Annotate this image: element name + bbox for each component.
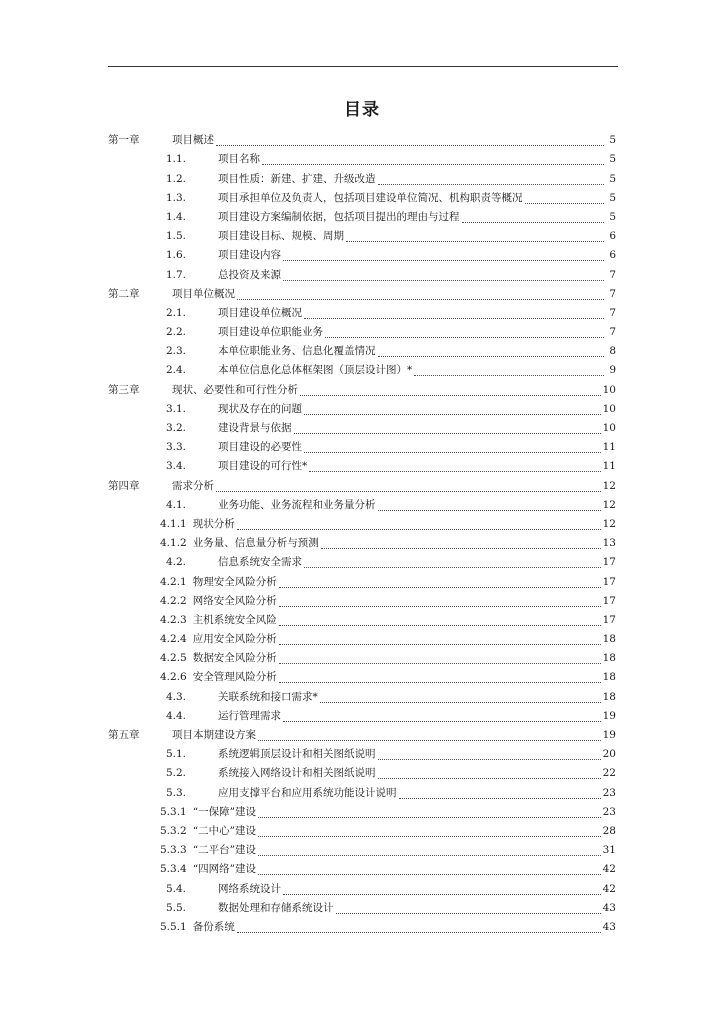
table-of-contents bbox=[108, 127, 616, 933]
toc-dot-leader bbox=[279, 617, 601, 626]
toc-entry[interactable] bbox=[108, 204, 616, 223]
toc-entry-number: 3.3. bbox=[165, 441, 186, 454]
toc-entry-number: 5.3.4 bbox=[160, 863, 187, 876]
toc-entry-label: 备份系统 bbox=[192, 920, 235, 933]
toc-dot-leader bbox=[237, 521, 601, 530]
toc-dot-leader bbox=[321, 540, 601, 549]
toc-entry-page: 42 bbox=[602, 863, 616, 876]
toc-entry-label: 物理安全风险分析 bbox=[192, 575, 277, 588]
toc-entry-page: 20 bbox=[602, 748, 616, 761]
toc-entry-label: 项目名称 bbox=[218, 153, 260, 166]
toc-entry-number: 第四章 bbox=[108, 479, 140, 492]
toc-entry-number: 5.3.1 bbox=[160, 805, 187, 818]
toc-entry-page: 23 bbox=[602, 805, 616, 818]
toc-entry-page: 19 bbox=[602, 729, 616, 741]
toc-entry-number: 4.2.1 bbox=[160, 575, 187, 588]
toc-dot-leader bbox=[258, 809, 601, 818]
toc-entry[interactable] bbox=[108, 146, 616, 165]
toc-entry[interactable] bbox=[108, 799, 616, 818]
toc-entry-label: 网络系统设计 bbox=[218, 882, 281, 895]
toc-entry-page: 17 bbox=[602, 613, 616, 626]
toc-dot-leader bbox=[294, 425, 601, 434]
toc-dot-leader bbox=[279, 579, 601, 588]
toc-dot-leader bbox=[279, 598, 601, 607]
toc-entry-number: 4.2.2 bbox=[160, 594, 187, 607]
toc-entry-number: 4.2.4 bbox=[160, 633, 187, 646]
toc-entry-label: 应用支撑平台和应用系统功能设计说明 bbox=[218, 786, 397, 799]
toc-entry-number: 5.4. bbox=[165, 882, 186, 895]
toc-entry[interactable] bbox=[108, 127, 616, 146]
toc-dot-leader bbox=[336, 905, 601, 914]
toc-entry[interactable] bbox=[108, 261, 616, 280]
toc-entry[interactable] bbox=[108, 568, 616, 587]
toc-entry-number: 3.4. bbox=[165, 460, 186, 473]
toc-entry[interactable] bbox=[108, 645, 616, 664]
toc-entry-page: 13 bbox=[602, 537, 616, 550]
toc-entry[interactable] bbox=[108, 895, 616, 914]
toc-entry[interactable] bbox=[108, 281, 616, 300]
toc-entry-label: 项目建设单位概况 bbox=[218, 306, 302, 319]
toc-entry-page: 5 bbox=[609, 210, 616, 223]
toc-entry-number: 1.7. bbox=[165, 268, 186, 281]
toc-dot-leader bbox=[262, 156, 604, 165]
toc-entry-page: 5 bbox=[609, 153, 616, 166]
toc-entry[interactable] bbox=[108, 626, 616, 645]
toc-entry-page: 7 bbox=[609, 326, 616, 339]
toc-entry-page: 43 bbox=[602, 901, 616, 914]
toc-dot-leader bbox=[279, 674, 601, 683]
toc-dot-leader bbox=[216, 483, 601, 492]
toc-dot-leader bbox=[279, 655, 601, 664]
toc-entry[interactable] bbox=[108, 588, 616, 607]
toc-entry-label: 信息系统安全需求 bbox=[218, 556, 302, 569]
toc-entry-page: 10 bbox=[602, 422, 616, 434]
toc-entry[interactable] bbox=[108, 357, 616, 376]
toc-entry-page: 12 bbox=[602, 479, 616, 492]
toc-entry-number: 第二章 bbox=[108, 287, 140, 300]
toc-entry-number: 4.2.3 bbox=[160, 613, 187, 626]
toc-dot-leader bbox=[378, 770, 601, 779]
toc-dot-leader bbox=[216, 137, 604, 146]
toc-entry[interactable] bbox=[108, 875, 616, 894]
toc-entry-number: 第三章 bbox=[108, 383, 140, 396]
toc-entry[interactable] bbox=[108, 319, 616, 338]
toc-entry-number: 1.3. bbox=[165, 191, 186, 204]
toc-entry-number: 1.5. bbox=[165, 230, 186, 243]
toc-entry-page: 28 bbox=[602, 824, 616, 837]
toc-entry-page: 7 bbox=[609, 287, 616, 300]
toc-entry-number: 4.1. bbox=[165, 498, 186, 511]
header-rule bbox=[108, 66, 618, 67]
toc-entry-number: 2.2. bbox=[165, 326, 186, 339]
toc-entry-number: 4.1.1 bbox=[160, 517, 187, 530]
toc-entry[interactable] bbox=[108, 434, 616, 453]
toc-entry-label: 系统逻辑顶层设计和相关图纸说明 bbox=[218, 748, 376, 761]
toc-dot-leader bbox=[258, 847, 601, 856]
toc-dot-leader bbox=[300, 387, 601, 396]
toc-entry-number: 第五章 bbox=[108, 729, 140, 741]
toc-entry-number: 2.1. bbox=[165, 306, 186, 319]
toc-dot-leader bbox=[304, 444, 601, 453]
toc-entry-number: 2.4. bbox=[165, 364, 186, 377]
toc-dot-leader bbox=[378, 348, 605, 357]
toc-entry-page: 18 bbox=[602, 671, 616, 684]
toc-entry-label: 业务量、信息量分析与预测 bbox=[192, 537, 319, 550]
toc-dot-leader bbox=[304, 559, 601, 568]
toc-entry[interactable] bbox=[108, 242, 616, 261]
toc-entry-label: 安全管理风险分析 bbox=[192, 671, 277, 684]
toc-entry-label: “二平台”建设 bbox=[192, 844, 256, 857]
toc-entry-page: 11 bbox=[602, 441, 616, 454]
toc-entry[interactable] bbox=[108, 396, 616, 415]
toc-dot-leader bbox=[325, 329, 604, 338]
toc-entry-number: 第一章 bbox=[108, 134, 140, 147]
toc-dot-leader bbox=[237, 291, 604, 300]
toc-entry[interactable] bbox=[108, 664, 616, 683]
toc-entry-number: 1.6. bbox=[165, 249, 186, 262]
toc-entry-page: 9 bbox=[609, 364, 616, 377]
toc-entry[interactable] bbox=[108, 300, 616, 319]
toc-dot-leader bbox=[378, 751, 601, 760]
toc-entry-label: 项目建设内容 bbox=[218, 249, 281, 262]
toc-entry-number: 4.2.5 bbox=[160, 652, 187, 665]
toc-entry[interactable] bbox=[108, 779, 616, 798]
toc-entry-label: 项目单位概况 bbox=[172, 287, 235, 300]
toc-entry-label: 主机系统安全风险 bbox=[192, 613, 277, 626]
toc-entry-page: 6 bbox=[609, 230, 616, 243]
toc-entry-label: 项目建设方案编制依据，包括项目提出的理由与过程 bbox=[218, 210, 460, 223]
toc-dot-leader bbox=[283, 252, 604, 261]
toc-entry[interactable] bbox=[108, 492, 616, 511]
toc-entry-label: 项目本期建设方案 bbox=[172, 729, 256, 741]
toc-entry-label: 项目建设的可行性* bbox=[218, 460, 308, 473]
toc-entry-page: 6 bbox=[609, 249, 616, 262]
toc-dot-leader bbox=[258, 732, 601, 741]
toc-entry-page: 18 bbox=[602, 652, 616, 665]
toc-dot-leader bbox=[309, 463, 600, 472]
toc-entry[interactable] bbox=[108, 914, 616, 933]
toc-entry-label: 总投资及来源 bbox=[218, 268, 281, 281]
toc-entry-page: 17 bbox=[602, 575, 616, 588]
toc-entry-page: 10 bbox=[602, 383, 616, 396]
toc-entry-number: 1.2. bbox=[165, 172, 186, 185]
toc-entry-page: 17 bbox=[602, 594, 616, 607]
toc-entry[interactable] bbox=[108, 185, 616, 204]
toc-entry-page: 18 bbox=[602, 690, 616, 703]
toc-entry[interactable] bbox=[108, 415, 616, 434]
page-title: 目录 bbox=[344, 100, 380, 120]
toc-entry-page: 10 bbox=[602, 402, 616, 415]
toc-entry-label: 运行管理需求 bbox=[218, 709, 281, 722]
toc-entry-page: 23 bbox=[602, 786, 616, 799]
toc-dot-leader bbox=[346, 233, 604, 242]
toc-entry-number: 4.2. bbox=[165, 556, 186, 569]
toc-entry[interactable] bbox=[108, 837, 616, 856]
toc-entry-label: 关联系统和接口需求* bbox=[218, 690, 318, 703]
toc-dot-leader bbox=[283, 272, 604, 281]
toc-entry-number: 4.2.6 bbox=[160, 671, 187, 684]
toc-entry[interactable] bbox=[108, 511, 616, 530]
toc-entry-label: 建设背景与依据 bbox=[218, 422, 292, 434]
toc-entry-page: 19 bbox=[602, 709, 616, 722]
toc-entry-label: 项目建设的必要性 bbox=[218, 441, 302, 454]
toc-entry[interactable] bbox=[108, 818, 616, 837]
toc-entry-page: 18 bbox=[602, 633, 616, 646]
toc-entry-label: 数据处理和存储系统设计 bbox=[218, 901, 334, 914]
toc-entry-label: “二中心”建设 bbox=[192, 824, 256, 837]
toc-entry[interactable] bbox=[108, 376, 616, 395]
toc-entry[interactable] bbox=[108, 530, 616, 549]
toc-dot-leader bbox=[258, 866, 601, 875]
toc-entry-page: 22 bbox=[602, 767, 616, 780]
toc-entry-number: 4.3. bbox=[165, 690, 186, 703]
toc-entry-number: 1.4. bbox=[165, 210, 186, 223]
toc-entry-page: 42 bbox=[602, 882, 616, 895]
toc-entry-label: 现状、必要性和可行性分析 bbox=[172, 383, 298, 396]
toc-entry-label: 本单位职能业务、信息化覆盖情况 bbox=[218, 345, 376, 358]
toc-dot-leader bbox=[378, 176, 605, 185]
toc-entry[interactable] bbox=[108, 856, 616, 875]
toc-entry-number: 5.3.2 bbox=[160, 824, 187, 837]
toc-entry-label: “一保障”建设 bbox=[192, 805, 256, 818]
toc-entry-number: 4.1.2 bbox=[160, 537, 187, 550]
toc-dot-leader bbox=[320, 694, 601, 703]
toc-entry-number: 3.1. bbox=[165, 402, 186, 415]
toc-entry-label: 业务功能、业务流程和业务量分析 bbox=[218, 498, 376, 511]
toc-entry-number: 5.3. bbox=[165, 786, 186, 799]
toc-entry-label: 项目承担单位及负责人，包括项目建设单位简况、机构职责等概况 bbox=[218, 191, 523, 204]
toc-entry-label: 数据安全风险分析 bbox=[192, 652, 277, 665]
toc-entry-label: 网络安全风险分析 bbox=[192, 594, 277, 607]
toc-entry-number: 5.5.1 bbox=[160, 920, 187, 933]
toc-entry-label: “四网络”建设 bbox=[192, 863, 256, 876]
toc-dot-leader bbox=[378, 502, 601, 511]
toc-entry-page: 5 bbox=[609, 134, 616, 147]
toc-entry-page: 5 bbox=[609, 191, 616, 204]
toc-entry[interactable] bbox=[108, 223, 616, 242]
toc-entry-page: 12 bbox=[602, 517, 616, 530]
toc-entry[interactable] bbox=[108, 472, 616, 491]
toc-entry-label: 项目建设目标、规模、周期 bbox=[218, 230, 344, 243]
toc-dot-leader bbox=[525, 195, 605, 204]
toc-entry-number: 3.2. bbox=[165, 422, 186, 434]
toc-entry[interactable] bbox=[108, 741, 616, 760]
toc-entry[interactable] bbox=[108, 703, 616, 722]
toc-entry-label: 项目性质：新建、扩建、升级改造 bbox=[218, 172, 376, 185]
toc-entry-page: 5 bbox=[609, 172, 616, 185]
toc-entry-label: 应用安全风险分析 bbox=[192, 633, 277, 646]
toc-entry-page: 43 bbox=[602, 920, 616, 933]
toc-entry-label: 项目建设单位职能业务 bbox=[218, 326, 323, 339]
toc-dot-leader bbox=[237, 924, 601, 933]
toc-entry-number: 2.3. bbox=[165, 345, 186, 358]
toc-dot-leader bbox=[283, 713, 601, 722]
toc-entry[interactable] bbox=[108, 722, 616, 741]
toc-entry-page: 12 bbox=[602, 498, 616, 511]
toc-dot-leader bbox=[304, 310, 604, 319]
toc-entry-page: 7 bbox=[609, 268, 616, 281]
toc-entry-number: 5.2. bbox=[165, 767, 186, 780]
toc-entry-page: 31 bbox=[602, 844, 616, 857]
toc-dot-leader bbox=[414, 367, 604, 376]
toc-entry[interactable] bbox=[108, 338, 616, 357]
toc-entry-number: 4.4. bbox=[165, 709, 186, 722]
toc-entry-label: 现状及存在的问题 bbox=[218, 402, 302, 415]
toc-entry-page: 8 bbox=[609, 345, 616, 358]
toc-entry-page: 11 bbox=[602, 460, 616, 473]
toc-entry-page: 17 bbox=[602, 556, 616, 569]
toc-entry[interactable] bbox=[108, 549, 616, 568]
toc-dot-leader bbox=[258, 828, 601, 837]
toc-entry-label: 本单位信息化总体框架图（顶层设计图）* bbox=[218, 364, 413, 377]
toc-entry-label: 现状分析 bbox=[192, 517, 235, 530]
toc-entry-label: 系统接入网络设计和相关图纸说明 bbox=[218, 767, 376, 780]
toc-dot-leader bbox=[399, 790, 601, 799]
toc-entry-number: 5.1. bbox=[165, 748, 186, 761]
toc-dot-leader bbox=[462, 214, 605, 223]
toc-entry-label: 项目概述 bbox=[172, 134, 214, 147]
toc-entry-page: 7 bbox=[609, 306, 616, 319]
toc-entry[interactable] bbox=[108, 683, 616, 702]
toc-dot-leader bbox=[279, 636, 601, 645]
toc-entry-label: 需求分析 bbox=[172, 479, 214, 492]
toc-dot-leader bbox=[304, 406, 601, 415]
toc-entry-number: 1.1. bbox=[165, 153, 186, 166]
toc-entry[interactable] bbox=[108, 607, 616, 626]
toc-dot-leader bbox=[283, 886, 601, 895]
toc-entry-number: 5.5. bbox=[165, 901, 186, 914]
toc-entry[interactable] bbox=[108, 760, 616, 779]
toc-entry[interactable] bbox=[108, 453, 616, 472]
toc-entry-number: 5.3.3 bbox=[160, 844, 187, 857]
toc-entry[interactable] bbox=[108, 165, 616, 184]
